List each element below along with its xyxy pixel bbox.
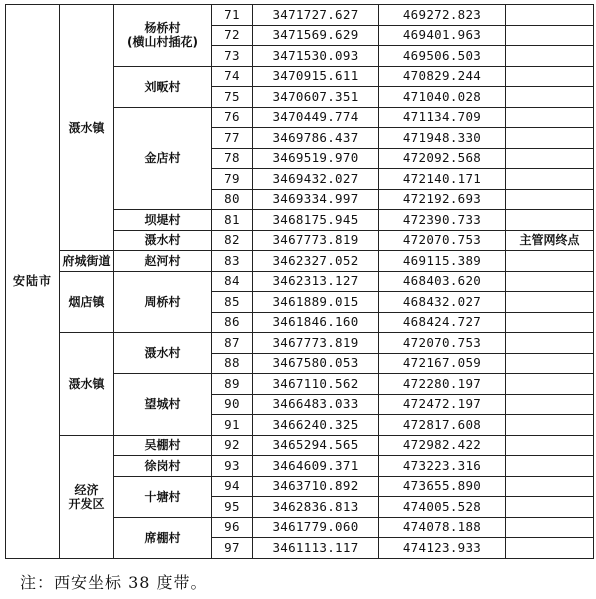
y-coordinate-cell: 473223.316 xyxy=(379,456,506,477)
x-coordinate-cell: 3467110.562 xyxy=(253,374,379,395)
y-coordinate-cell: 468432.027 xyxy=(379,292,506,313)
point-number-cell: 77 xyxy=(212,128,253,149)
x-coordinate-cell: 3464609.371 xyxy=(253,456,379,477)
x-coordinate-cell: 3470607.351 xyxy=(253,87,379,108)
y-coordinate-cell: 472070.753 xyxy=(379,230,506,251)
y-coordinate-cell: 473655.890 xyxy=(379,476,506,497)
y-coordinate-cell: 469272.823 xyxy=(379,5,506,26)
y-coordinate-cell: 472167.059 xyxy=(379,353,506,374)
coordinates-table xyxy=(5,4,594,559)
village-cell: 吴棚村 xyxy=(114,435,212,456)
remark-cell xyxy=(506,353,594,374)
x-coordinate-cell: 3469519.970 xyxy=(253,148,379,169)
village-cell: 坝堤村 xyxy=(114,210,212,231)
y-coordinate-cell: 471134.709 xyxy=(379,107,506,128)
remark-cell xyxy=(506,497,594,518)
x-coordinate-cell: 3461846.160 xyxy=(253,312,379,333)
x-coordinate-cell: 3462327.052 xyxy=(253,251,379,272)
remark-cell xyxy=(506,435,594,456)
x-coordinate-cell: 3465294.565 xyxy=(253,435,379,456)
x-coordinate-cell: 3471569.629 xyxy=(253,25,379,46)
point-number-cell: 93 xyxy=(212,456,253,477)
village-cell: 金店村 xyxy=(114,107,212,210)
remark-cell xyxy=(506,148,594,169)
x-coordinate-cell: 3470915.611 xyxy=(253,66,379,87)
point-number-cell: 89 xyxy=(212,374,253,395)
x-coordinate-cell: 3462836.813 xyxy=(253,497,379,518)
x-coordinate-cell: 3466483.033 xyxy=(253,394,379,415)
x-coordinate-cell: 3461113.117 xyxy=(253,538,379,559)
x-coordinate-cell: 3471530.093 xyxy=(253,46,379,67)
town-cell: 滠水镇 xyxy=(60,5,114,251)
y-coordinate-cell: 469401.963 xyxy=(379,25,506,46)
remark-cell xyxy=(506,25,594,46)
village-cell: 望城村 xyxy=(114,374,212,436)
point-number-cell: 73 xyxy=(212,46,253,67)
remark-cell xyxy=(506,271,594,292)
town-cell: 府城街道 xyxy=(60,251,114,272)
village-cell: 滠水村 xyxy=(114,333,212,374)
y-coordinate-cell: 474123.933 xyxy=(379,538,506,559)
point-number-cell: 80 xyxy=(212,189,253,210)
x-coordinate-cell: 3462313.127 xyxy=(253,271,379,292)
footnote: 注：西安坐标 38 度带。 xyxy=(20,573,208,592)
remark-cell xyxy=(506,292,594,313)
point-number-cell: 85 xyxy=(212,292,253,313)
remark-cell xyxy=(506,538,594,559)
y-coordinate-cell: 474078.188 xyxy=(379,517,506,538)
y-coordinate-cell: 469115.389 xyxy=(379,251,506,272)
point-number-cell: 71 xyxy=(212,5,253,26)
y-coordinate-cell: 472390.733 xyxy=(379,210,506,231)
remark-cell xyxy=(506,107,594,128)
x-coordinate-cell: 3470449.774 xyxy=(253,107,379,128)
y-coordinate-cell: 468424.727 xyxy=(379,312,506,333)
x-coordinate-cell: 3469432.027 xyxy=(253,169,379,190)
point-number-cell: 92 xyxy=(212,435,253,456)
point-number-cell: 81 xyxy=(212,210,253,231)
remark-cell xyxy=(506,415,594,436)
x-coordinate-cell: 3463710.892 xyxy=(253,476,379,497)
point-number-cell: 88 xyxy=(212,353,253,374)
point-number-cell: 87 xyxy=(212,333,253,354)
village-cell: 十塘村 xyxy=(114,476,212,517)
x-coordinate-cell: 3468175.945 xyxy=(253,210,379,231)
x-coordinate-cell: 3466240.325 xyxy=(253,415,379,436)
town-cell: 烟店镇 xyxy=(60,271,114,333)
point-number-cell: 90 xyxy=(212,394,253,415)
point-number-cell: 94 xyxy=(212,476,253,497)
remark-cell xyxy=(506,476,594,497)
village-cell: 徐岗村 xyxy=(114,456,212,477)
remark-cell xyxy=(506,374,594,395)
point-number-cell: 83 xyxy=(212,251,253,272)
point-number-cell: 96 xyxy=(212,517,253,538)
x-coordinate-cell: 3467773.819 xyxy=(253,230,379,251)
y-coordinate-cell: 468403.620 xyxy=(379,271,506,292)
x-coordinate-cell: 3469786.437 xyxy=(253,128,379,149)
table-row xyxy=(6,435,594,456)
y-coordinate-cell: 471948.330 xyxy=(379,128,506,149)
point-number-cell: 82 xyxy=(212,230,253,251)
remark-cell xyxy=(506,128,594,149)
point-number-cell: 72 xyxy=(212,25,253,46)
town-cell: 滠水镇 xyxy=(60,333,114,436)
remark-cell xyxy=(506,189,594,210)
remark-cell: 主管网终点 xyxy=(506,230,594,251)
village-cell: 刘畈村 xyxy=(114,66,212,107)
point-number-cell: 91 xyxy=(212,415,253,436)
point-number-cell: 76 xyxy=(212,107,253,128)
town-cell: 经济 开发区 xyxy=(60,435,114,558)
point-number-cell: 78 xyxy=(212,148,253,169)
y-coordinate-cell: 472982.422 xyxy=(379,435,506,456)
point-number-cell: 74 xyxy=(212,66,253,87)
table-row xyxy=(6,5,594,26)
x-coordinate-cell: 3461779.060 xyxy=(253,517,379,538)
point-number-cell: 95 xyxy=(212,497,253,518)
x-coordinate-cell: 3461889.015 xyxy=(253,292,379,313)
remark-cell xyxy=(506,66,594,87)
remark-cell xyxy=(506,87,594,108)
x-coordinate-cell: 3467580.053 xyxy=(253,353,379,374)
remark-cell xyxy=(506,456,594,477)
remark-cell xyxy=(506,333,594,354)
point-number-cell: 84 xyxy=(212,271,253,292)
remark-cell xyxy=(506,517,594,538)
x-coordinate-cell: 3471727.627 xyxy=(253,5,379,26)
y-coordinate-cell: 469506.503 xyxy=(379,46,506,67)
remark-cell xyxy=(506,394,594,415)
village-cell: 席棚村 xyxy=(114,517,212,558)
y-coordinate-cell: 472070.753 xyxy=(379,333,506,354)
remark-cell xyxy=(506,5,594,26)
city-cell: 安陆市 xyxy=(6,5,60,559)
table-row xyxy=(6,271,594,292)
y-coordinate-cell: 472092.568 xyxy=(379,148,506,169)
x-coordinate-cell: 3467773.819 xyxy=(253,333,379,354)
remark-cell xyxy=(506,312,594,333)
remark-cell xyxy=(506,210,594,231)
remark-cell xyxy=(506,251,594,272)
x-coordinate-cell: 3469334.997 xyxy=(253,189,379,210)
point-number-cell: 79 xyxy=(212,169,253,190)
y-coordinate-cell: 472192.693 xyxy=(379,189,506,210)
y-coordinate-cell: 470829.244 xyxy=(379,66,506,87)
y-coordinate-cell: 471040.028 xyxy=(379,87,506,108)
remark-cell xyxy=(506,46,594,67)
village-cell: 杨桥村 (横山村插花) xyxy=(114,5,212,67)
table-row xyxy=(6,251,594,272)
y-coordinate-cell: 472280.197 xyxy=(379,374,506,395)
table-row xyxy=(6,333,594,354)
village-cell: 周桥村 xyxy=(114,271,212,333)
y-coordinate-cell: 472472.197 xyxy=(379,394,506,415)
point-number-cell: 86 xyxy=(212,312,253,333)
point-number-cell: 75 xyxy=(212,87,253,108)
y-coordinate-cell: 472140.171 xyxy=(379,169,506,190)
y-coordinate-cell: 474005.528 xyxy=(379,497,506,518)
point-number-cell: 97 xyxy=(212,538,253,559)
village-cell: 滠水村 xyxy=(114,230,212,251)
village-cell: 赵河村 xyxy=(114,251,212,272)
remark-cell xyxy=(506,169,594,190)
y-coordinate-cell: 472817.608 xyxy=(379,415,506,436)
